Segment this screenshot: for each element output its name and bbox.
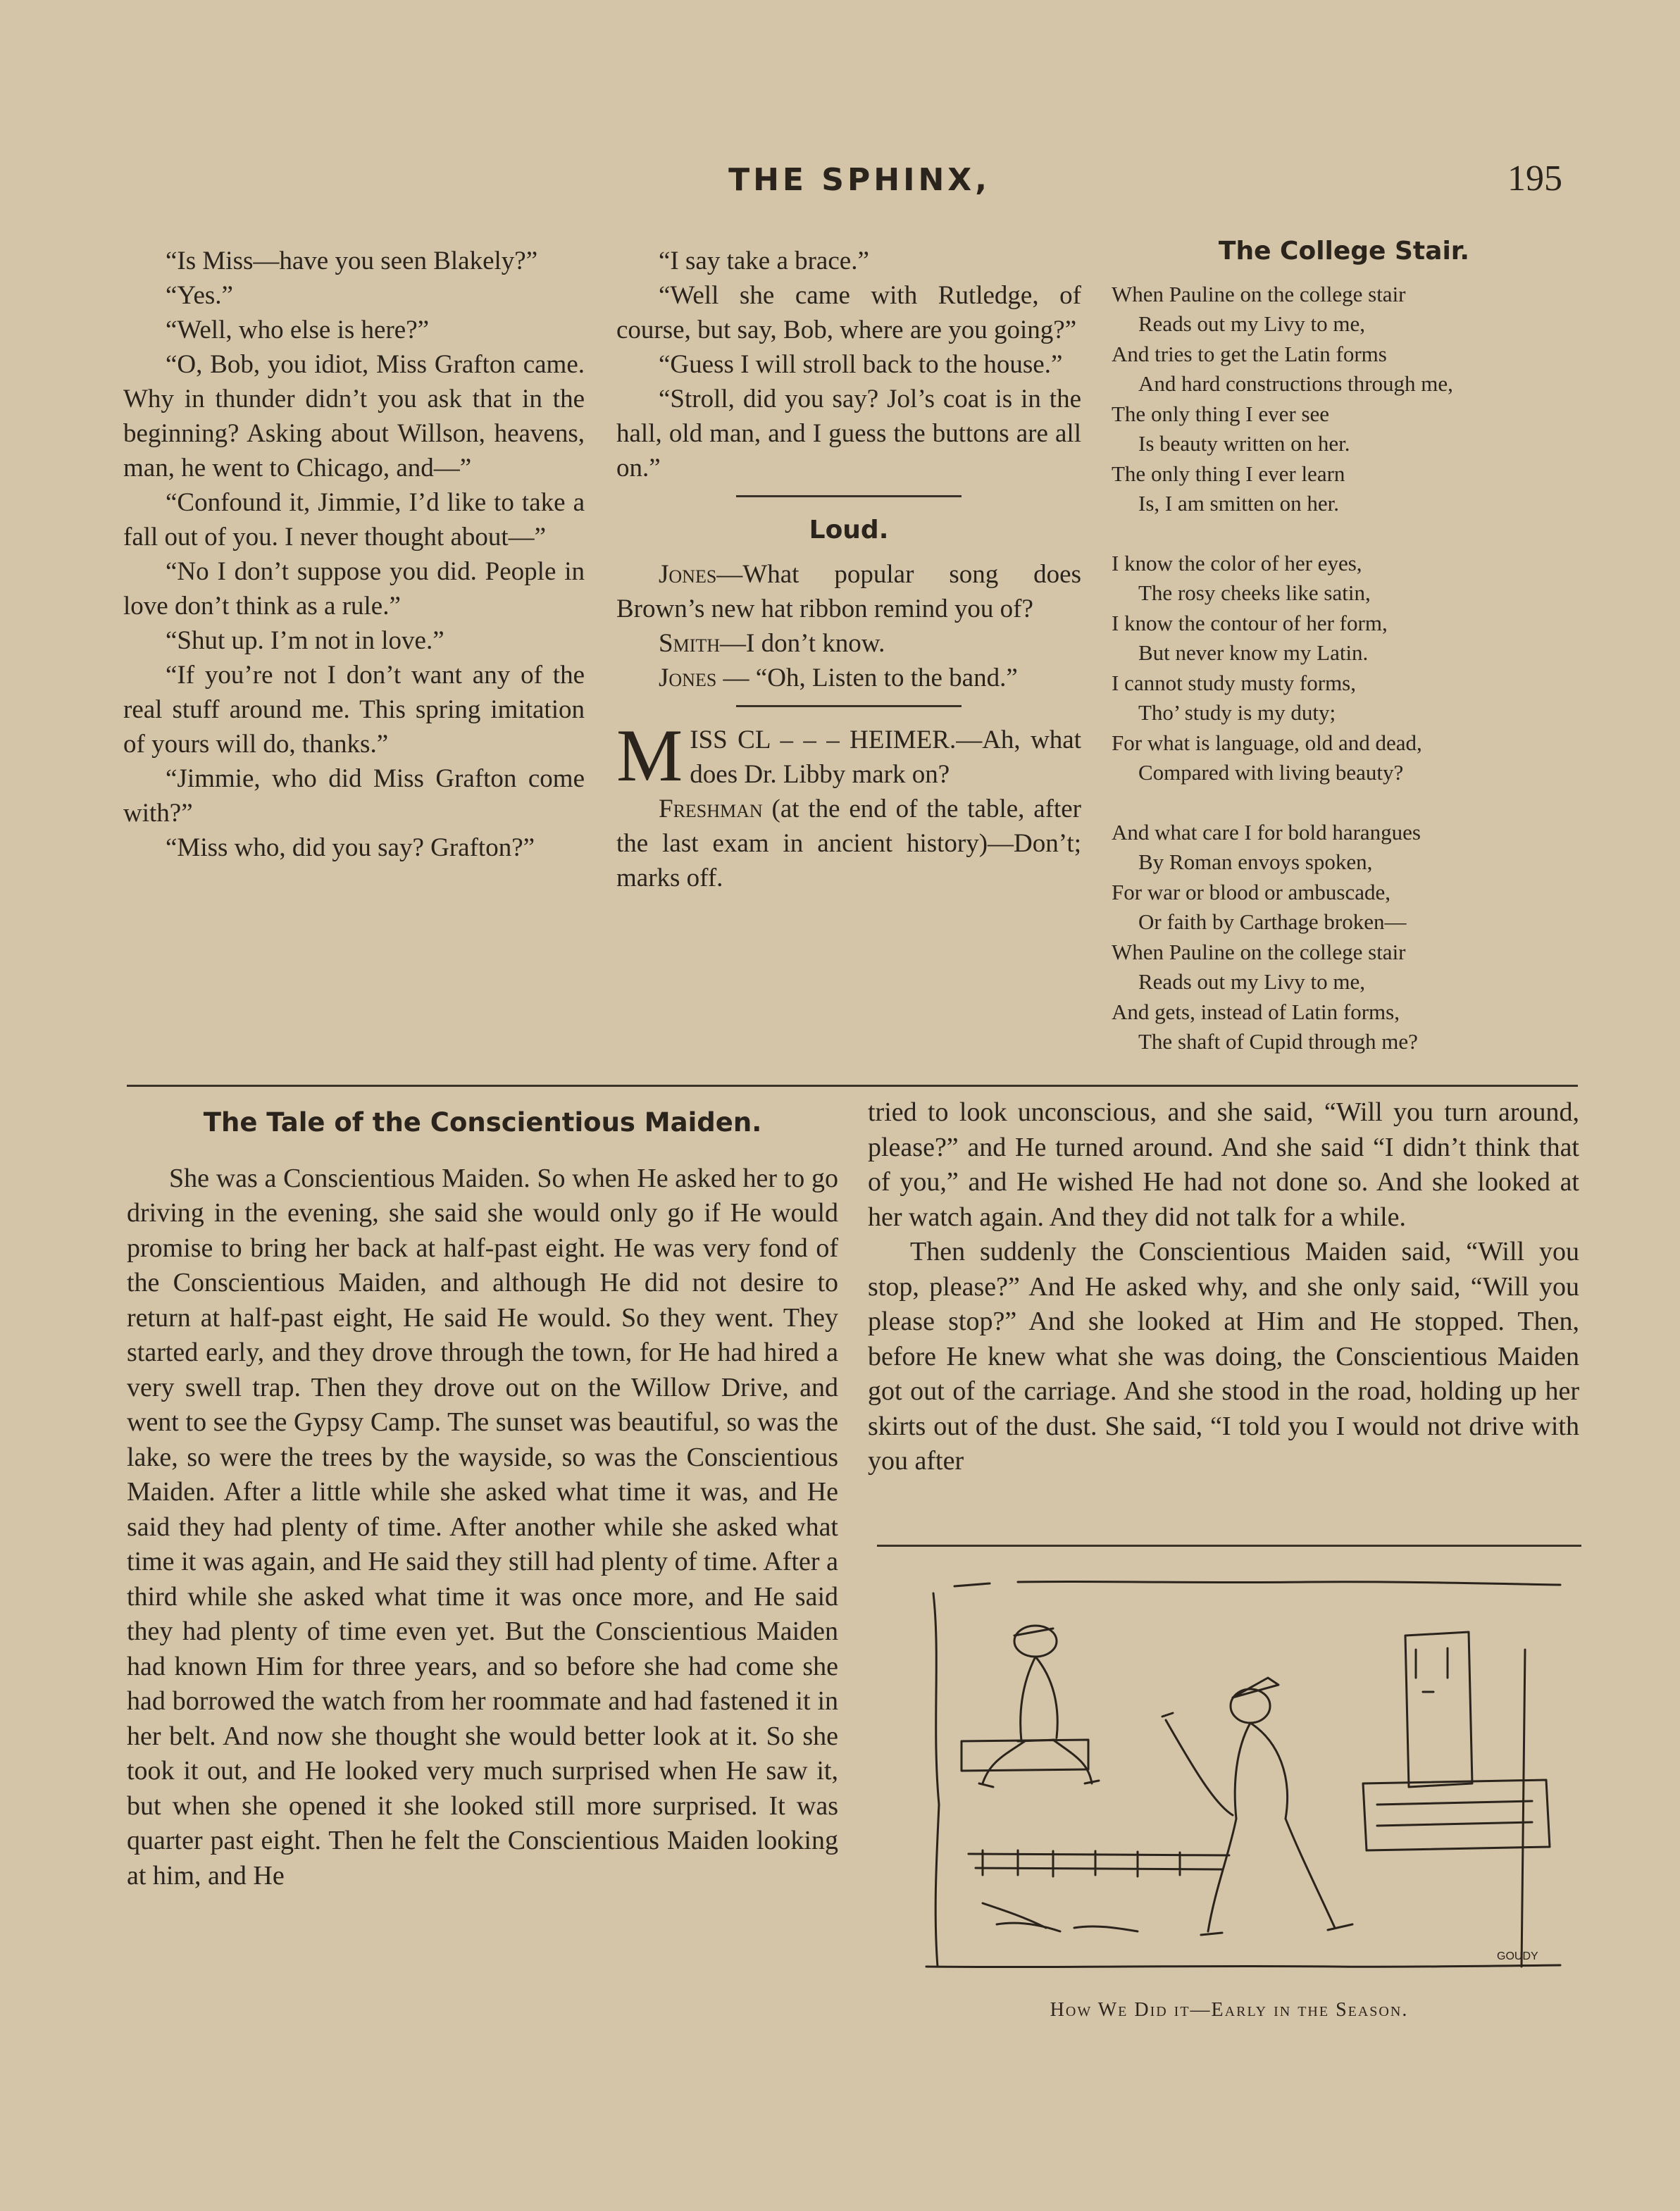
poem-line: Reads out my Livy to me, — [1138, 311, 1366, 336]
poem-line: But never know my Latin. — [1138, 640, 1369, 665]
section-divider — [877, 1545, 1581, 1547]
drop-cap: M — [616, 714, 683, 797]
loud-title: Loud. — [809, 516, 889, 544]
section-divider — [736, 495, 962, 497]
poem-line: Is beauty written on her. — [1138, 431, 1350, 456]
poem-line: Compared with living beauty? — [1138, 760, 1404, 785]
poem-line: The only thing I ever see — [1112, 401, 1330, 426]
page-number: 195 — [1507, 158, 1562, 199]
paragraph: “Well she came with Rutledge, of course, but say, Bob, where are you going?” — [616, 281, 1081, 344]
illustration-caption: How We Did it—Early in the Season. — [1050, 1999, 1409, 2021]
poem-line: And what care I for bold harangues — [1112, 819, 1421, 845]
poem-line: Is, I am smitten on her. — [1138, 491, 1339, 516]
tale-left-column — [127, 1095, 838, 1893]
section-divider — [127, 1085, 1578, 1087]
poem-line: By Roman envoys spoken, — [1138, 849, 1373, 874]
cartoon-illustration — [912, 1572, 1567, 1981]
paragraph: “Jimmie, who did Miss Grafton come with?” — [123, 764, 585, 828]
poem-line: For war or blood or ambuscade, — [1112, 879, 1391, 904]
poem-line: When Pauline on the college stair — [1112, 281, 1406, 306]
tale-title: The Tale of the Conscientious Maiden. — [203, 1107, 762, 1138]
poem-line: The rosy cheeks like satin, — [1138, 580, 1371, 605]
poem-line: And gets, instead of Latin forms, — [1112, 999, 1400, 1024]
poem-line: I know the contour of her form, — [1112, 610, 1388, 635]
artist-signature: GOUDY — [1497, 1950, 1538, 1962]
paragraph: “O, Bob, you idiot, Miss Grafton came. Why in thunder didn’t you ask that in the beginning? Asking about Willson, heavens, man, he went to Chicago, and—” — [123, 350, 585, 482]
dialogue-text: — “Oh, Listen to the band.” — [716, 664, 1018, 692]
paragraph: Then suddenly the Conscientious Maiden said, “Will you stop, please?” And He asked why, and she only said, “Will you please stop?” And she looked at Him and He stopped. Then, before He knew what she was doing, the Conscientious Maiden got out of the carriage. And she stood in the road, holding up her skirts out of the dust. She said, “I told you I would not drive with you after — [868, 1237, 1579, 1476]
running-head: THE SPHINX, — [728, 162, 990, 198]
dialogue-line — [616, 626, 1081, 661]
poem-line: The shaft of Cupid through me? — [1138, 1029, 1418, 1054]
tale-right-column — [868, 1095, 1579, 1479]
paragraph: “Well, who else is here?” — [166, 316, 430, 344]
dialogue-line — [616, 792, 1081, 895]
miss-text: ISS CL – – – HEIMER.—Ah, what does Dr. Libby mark on? — [690, 725, 1081, 789]
dialogue-text: (at the end of the table, after the last exam in ancient history)—Don’t; marks off. — [616, 795, 1081, 892]
paragraph: She was a Conscientious Maiden. So when He asked her to go driving in the evening, she said she would only go if He would promise to bring her back at half-past eight. He was very fond of the Conscientious Maiden, and although He did not desire to return at half-past eight, He said He would. So they went. They started early, and they drove through the town, for He had hired a very swell trap. Then they drove out on the Willow Drive, and went to see the Gypsy Camp. The sunset was beautiful, so was the lake, so were the trees by the wayside, so was the Conscientious Maiden. After a little while she asked what time it was, and He said they had plenty of time. After another while she asked what time it was again, and He said they still had plenty of time. After a third while she asked what time it was once more, and He said they had plenty of time even yet. But the Conscientious Maiden had known Him for three years, and so before she had come she had borrowed the watch from her roommate and had fastened it in her belt. And now she thought she would better look at it. So she took it out, and He looked very much surprised when He saw it, but when she opened it she looked still more surprised. It was quarter past eight. Then he felt the Conscientious Maiden looking at him, and He — [127, 1163, 838, 1891]
poem-title: The College Stair. — [1218, 237, 1470, 266]
paragraph: “If you’re not I don’t want any of the real stuff around me. This spring imitation of yours will do, thanks.” — [123, 661, 585, 759]
paragraph: “Is Miss—have you seen Blakely?” — [166, 247, 538, 275]
speaker: Jones — [659, 560, 717, 589]
paragraph: “Miss who, did you say? Grafton?” — [166, 833, 535, 862]
dialogue-text: —I don’t know. — [720, 629, 885, 658]
paragraph: “No I don’t suppose you did. People in love don’t think as a rule.” — [123, 557, 585, 621]
poem-line: Or faith by Carthage broken— — [1138, 909, 1407, 934]
column-1 — [123, 244, 585, 865]
paragraph: “Guess I will stroll back to the house.” — [659, 350, 1063, 379]
poem-line: The only thing I ever learn — [1112, 461, 1345, 486]
poem-line: Reads out my Livy to me, — [1138, 969, 1366, 994]
poem — [1112, 237, 1576, 1087]
miss-paragraph — [616, 714, 1081, 797]
poem-line: For what is language, old and dead, — [1112, 730, 1422, 755]
paragraph: “I say take a brace.” — [659, 247, 869, 275]
section-divider — [736, 705, 962, 707]
paragraph: tried to look unconscious, and she said, “Will you turn around, please?” and He turned around. And she said “I didn’t think that of you,” and He wished He had not done so. And she looked at her watch again. And they did not talk for a while. — [868, 1097, 1579, 1232]
stanza — [1112, 818, 1576, 1057]
paragraph: “Confound it, Jimmie, I’d like to take a fall out of you. I never thought about—” — [123, 488, 585, 552]
speaker: Jones — [659, 664, 717, 692]
poem-line: And tries to get the Latin forms — [1112, 341, 1387, 366]
stanza — [1112, 549, 1576, 788]
poem-line: And hard constructions through me, — [1138, 371, 1453, 396]
poem-line: I cannot study musty forms, — [1112, 670, 1356, 695]
stanza — [1112, 280, 1576, 519]
speaker: Smith — [659, 629, 721, 658]
poem-line: When Pauline on the college stair — [1112, 939, 1406, 964]
dialogue-line — [616, 661, 1081, 695]
column-2 — [616, 244, 1081, 895]
paragraph: “Stroll, did you say? Jol’s coat is in the hall, old man, and I guess the buttons are all on.” — [616, 385, 1081, 482]
dialogue-line — [616, 557, 1081, 626]
poem-line: Tho’ study is my duty; — [1138, 700, 1336, 725]
poem-line: I know the color of her eyes, — [1112, 550, 1362, 575]
speaker: Freshman — [659, 795, 763, 823]
dialogue-text: —What popular song does Brown’s new hat ribbon remind you of? — [616, 560, 1081, 623]
paragraph: “Shut up. I’m not in love.” — [166, 626, 444, 655]
paragraph: “Yes.” — [166, 281, 233, 310]
page-header — [0, 158, 1680, 218]
